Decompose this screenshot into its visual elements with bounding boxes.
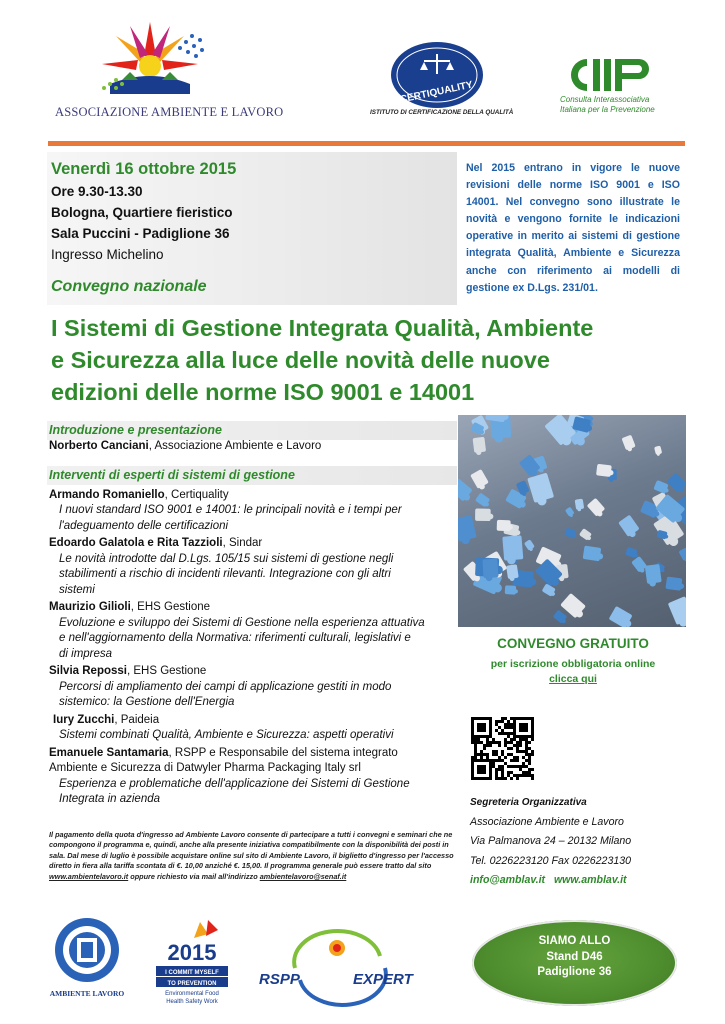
speaker-org: , Paideia xyxy=(114,713,160,726)
org2-subtitle: ISTITUTO DI CERTIFICAZIONE DELLA QUALITÀ xyxy=(370,109,514,116)
speaker-name: Iury Zucchi xyxy=(53,713,115,726)
ciip-mark-icon xyxy=(555,55,690,95)
secretariat-phone: Tel. 0226223120 Fax 0226223130 xyxy=(470,854,632,867)
talk-title: Sistemi combinati Qualità, Ambiente e Sicurezza: aspetti operativi xyxy=(59,729,394,741)
talk-item xyxy=(49,664,459,711)
footer-logo1-text: AMBIENTE LAVORO xyxy=(49,989,125,998)
badge-text xyxy=(472,934,677,981)
ambiente-lavoro-logo xyxy=(30,18,284,128)
footer-logo2-year: 2015 xyxy=(167,940,217,965)
register-link[interactable]: clicca qui xyxy=(549,673,597,685)
title-line-3: edizioni delle norme ISO 9001 e 14001 xyxy=(51,379,475,405)
commit-2015-icon xyxy=(152,918,232,1008)
note-text: Il pagamento della quota d'ingresso ad Ambiente Lavoro consente di partecipare a tutti i convegni e seminari che ne compongono il programma e, quindi, anche alla presente iniziativa compatibilmente con la disponibilità dei posti in sala. Dal mese di luglio è possibile acquistare online sul sito di Ambiente Lavoro, il biglietto d'ingresso per l'accesso diretto in fiera alla tariffa scontata di €. 10,00 anziché €. 15,00. Il programma generale può essere tratto dal sito xyxy=(49,830,454,871)
secretariat-info xyxy=(470,793,685,891)
ambiente-lavoro-footer-logo xyxy=(47,912,127,1002)
note-mid: oppure richiesto via mail all'indirizzo xyxy=(128,871,260,881)
secretariat-org: Associazione Ambiente e Lavoro xyxy=(470,815,624,828)
certiquality-emblem-icon xyxy=(370,40,505,110)
intro-description: Nel 2015 entrano in vigore le nuove revisioni delle norme ISO 9001 e ISO 14001. Nel convegno sono illustrate le novità e vengono fornite le indicazioni operative in merito ai sistemi di gestione integrata Qualità, Ambiente e Sicurezza anche con riferimento ai modelli di gestione ex D.Lgs. 231/01. xyxy=(466,162,680,294)
badge-line-2: Stand D46 xyxy=(546,950,603,963)
talk-item xyxy=(49,488,459,535)
speaker-org: , Sindar xyxy=(222,537,263,549)
footer-logo3-left: RSPP xyxy=(259,971,300,988)
speaker-org: , Certiquality xyxy=(164,488,229,501)
intro-speaker-line xyxy=(49,439,459,455)
speaker-org: , EHS Gestione xyxy=(126,665,207,677)
talk-title: sistemico: la Gestione dell'Energia xyxy=(59,696,235,708)
stand-badge xyxy=(472,920,677,1006)
speaker-name: Silvia Repossi xyxy=(49,665,127,677)
badge-line-3: Padiglione 36 xyxy=(537,966,612,978)
footer-logo2-line4: Health Safety Work xyxy=(166,999,218,1005)
talk-title: Esperienza e problematiche dell'applicazione dei Sistemi di Gestione xyxy=(59,777,410,790)
ambiente-lavoro-emblem-icon xyxy=(47,912,127,1002)
title-line-2: e Sicurezza alla luce delle novità delle nuove xyxy=(51,347,550,373)
speaker-name: Armando Romaniello xyxy=(49,488,165,501)
talk-title: l'adeguamento delle certificazioni xyxy=(59,519,229,532)
program-intro xyxy=(49,423,459,454)
experts-heading: Interventi di esperti di sistemi di gestione xyxy=(49,468,295,482)
qr-code-icon[interactable] xyxy=(471,717,534,780)
sunburst-icon xyxy=(30,18,270,108)
free-event-headline: CONVEGNO GRATUITO xyxy=(497,636,649,651)
talk-title: e nell'aggiornamento della Normativa: riferimenti culturali, legislativi e xyxy=(59,632,411,644)
event-type: Convegno nazionale xyxy=(51,278,207,295)
speaker-org: Ambiente e Sicurezza di Datwyler Pharma Packaging Italy srl xyxy=(49,762,361,774)
speaker-name: Maurizio Gilioli xyxy=(49,601,131,613)
website-link[interactable]: www.ambientelavoro.it xyxy=(49,871,129,881)
event-entrance: Ingresso Michelino xyxy=(51,247,164,262)
talk-item xyxy=(49,746,459,808)
talk-title: Integrata in azienda xyxy=(59,793,161,805)
footer-logo2-line3: Environmental Food xyxy=(165,991,219,997)
registration-info xyxy=(460,657,686,687)
footer-logo3-right: EXPERT xyxy=(353,971,413,988)
event-place-2: Sala Puccini - Padiglione 36 xyxy=(51,226,230,241)
speaker-org: , EHS Gestione xyxy=(130,601,211,613)
registration-sub: per iscrizione obbligatoria online xyxy=(490,658,656,670)
page-title xyxy=(51,312,691,408)
secretariat-web[interactable]: www.amblav.it xyxy=(553,874,627,886)
org3-subtitle xyxy=(560,95,655,115)
speaker-name: Edoardo Galatola e Rita Tazzioli xyxy=(49,537,223,549)
talk-title: stabilimenti a rischio di incidenti rilevanti. Integrazione con gli altri xyxy=(59,568,391,580)
org3-line2: Italiana per la Prevenzione xyxy=(560,105,655,114)
speaker-name: Emanuele Santamaria xyxy=(49,746,169,759)
commit-prevention-logo xyxy=(152,918,232,1008)
secretariat-email[interactable]: info@amblav.it xyxy=(470,874,546,886)
org3-line1: Consulta Interassociativa xyxy=(560,95,650,104)
talk-title: sistemi xyxy=(59,583,95,596)
speaker-name: Norberto Canciani xyxy=(49,439,149,452)
email-link[interactable]: ambientelavoro@senaf.it xyxy=(259,871,347,881)
puzzle-photo xyxy=(458,415,686,627)
event-place-1: Bologna, Quartiere fieristico xyxy=(51,205,233,220)
rspp-expert-logo xyxy=(255,928,420,1008)
secretariat-address: Via Palmanova 24 – 20132 Milano xyxy=(470,835,632,847)
intro-heading: Introduzione e presentazione xyxy=(49,423,222,437)
puzzle-pieces-icon xyxy=(458,415,686,627)
svg-text:CERTIQUALITY: CERTIQUALITY xyxy=(399,79,474,106)
rspp-expert-icon xyxy=(255,928,420,1008)
badge-line-1: SIAMO ALLO xyxy=(538,935,611,947)
speaker-org: , RSPP e Responsabile del sistema integrato xyxy=(168,746,398,759)
org1-name: ASSOCIAZIONE AMBIENTE E LAVORO xyxy=(55,105,284,119)
talk-title: di impresa xyxy=(59,647,113,660)
payment-note xyxy=(49,830,459,882)
certiquality-logo xyxy=(370,40,514,125)
ciip-logo xyxy=(555,55,690,120)
talk-item xyxy=(49,600,459,662)
footer-logo2-line2: TO PREVENTION xyxy=(167,981,217,987)
event-date: Venerdì 16 ottobre 2015 xyxy=(51,160,237,178)
header-divider xyxy=(48,141,685,146)
program-talks xyxy=(49,468,459,808)
talk-title: Percorsi di ampliamento dei campi di applicazione gestiti in modo xyxy=(59,680,392,693)
secretariat-title: Segreteria Organizzativa xyxy=(470,797,587,808)
title-line-1: I Sistemi di Gestione Integrata Qualità, Ambiente xyxy=(51,315,594,341)
talk-title: I nuovi standard ISO 9001 e 14001: le principali novità e i tempi per xyxy=(59,504,402,516)
event-time: Ore 9.30-13.30 xyxy=(51,184,143,199)
talk-item xyxy=(49,536,459,598)
talk-title: Evoluzione e sviluppo dei Sistemi di Gestione nella esperienza attuativa xyxy=(59,616,425,629)
talk-title: Le novità introdotte dal D.Lgs. 105/15 sui sistemi di gestione negli xyxy=(59,552,394,565)
talk-item xyxy=(49,713,459,744)
speaker-org: , Associazione Ambiente e Lavoro xyxy=(148,439,322,452)
footer-logo2-line1: I COMMIT MYSELF xyxy=(165,970,219,976)
